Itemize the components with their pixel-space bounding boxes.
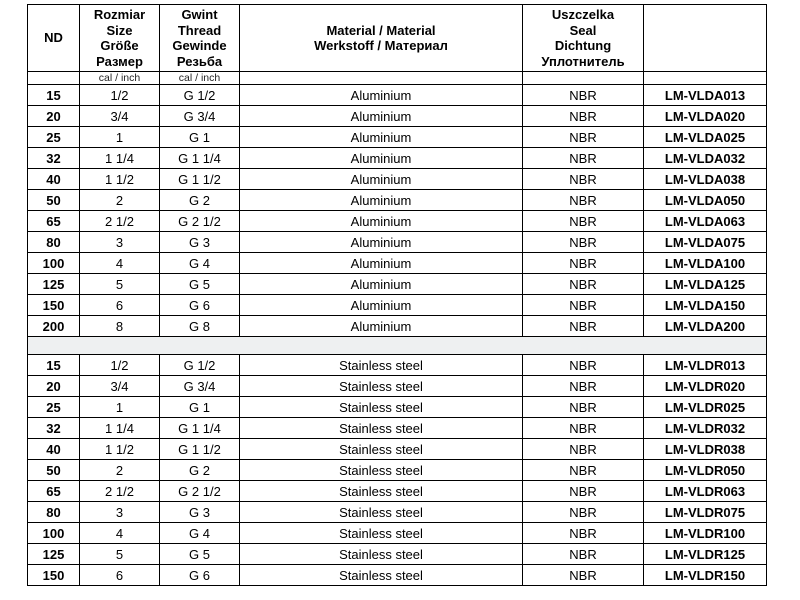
cell-thread: G 1 — [160, 127, 240, 148]
cell-thread: G 3/4 — [160, 376, 240, 397]
cell-nd: 40 — [28, 439, 80, 460]
cell-material: Aluminium — [240, 127, 523, 148]
cell-nd: 32 — [28, 148, 80, 169]
table-row — [28, 127, 767, 148]
cell-seal: NBR — [523, 106, 644, 127]
cell-seal: NBR — [523, 376, 644, 397]
table-row — [28, 190, 767, 211]
cell-nd: 125 — [28, 274, 80, 295]
cell-size: 1 1/2 — [80, 439, 160, 460]
cell-material: Aluminium — [240, 85, 523, 106]
cell-material: Stainless steel — [240, 502, 523, 523]
cell-thread: G 2 1/2 — [160, 481, 240, 502]
cell-material: Stainless steel — [240, 544, 523, 565]
cell-nd: 125 — [28, 544, 80, 565]
group-separator — [28, 337, 767, 355]
cell-thread: G 6 — [160, 565, 240, 586]
table-row — [28, 523, 767, 544]
cell-size: 3/4 — [80, 106, 160, 127]
header-line: Размер — [96, 53, 143, 69]
cell-seal: NBR — [523, 253, 644, 274]
cell-thread: G 1 1/2 — [160, 439, 240, 460]
units-material — [240, 72, 523, 85]
header-line: Material / Material — [326, 22, 436, 38]
units-row — [28, 72, 767, 85]
cell-code: LM-VLDA150 — [644, 295, 767, 316]
cell-material: Stainless steel — [240, 460, 523, 481]
table-body — [28, 85, 767, 586]
cell-nd: 20 — [28, 106, 80, 127]
header-line: Rozmiar — [93, 7, 146, 22]
cell-size: 4 — [80, 253, 160, 274]
cell-thread: G 1 1/4 — [160, 418, 240, 439]
cell-material: Aluminium — [240, 316, 523, 337]
cell-code: LM-VLDA038 — [644, 169, 767, 190]
cell-size: 4 — [80, 523, 160, 544]
cell-seal: NBR — [523, 544, 644, 565]
cell-seal: NBR — [523, 232, 644, 253]
cell-thread: G 5 — [160, 544, 240, 565]
cell-nd: 65 — [28, 481, 80, 502]
cell-thread: G 2 — [160, 190, 240, 211]
header-line: ND — [44, 30, 63, 46]
cell-code: LM-VLDR125 — [644, 544, 767, 565]
cell-material: Stainless steel — [240, 376, 523, 397]
table-row — [28, 439, 767, 460]
header-size — [80, 5, 160, 72]
cell-nd: 100 — [28, 253, 80, 274]
cell-size: 6 — [80, 295, 160, 316]
cell-code: LM-VLDA025 — [644, 127, 767, 148]
cell-size: 3/4 — [80, 376, 160, 397]
cell-size: 2 1/2 — [80, 211, 160, 232]
cell-nd: 50 — [28, 460, 80, 481]
units-size: cal / inch — [80, 72, 160, 85]
header-seal — [523, 5, 644, 72]
table-row — [28, 418, 767, 439]
table-header-row — [28, 5, 767, 72]
cell-code: LM-VLDR032 — [644, 418, 767, 439]
cell-size: 1 — [80, 127, 160, 148]
cell-code: LM-VLDR038 — [644, 439, 767, 460]
cell-seal: NBR — [523, 169, 644, 190]
cell-thread: G 1 1/4 — [160, 148, 240, 169]
cell-seal: NBR — [523, 418, 644, 439]
cell-code: LM-VLDR025 — [644, 397, 767, 418]
cell-material: Aluminium — [240, 169, 523, 190]
cell-nd: 15 — [28, 355, 80, 376]
cell-material: Stainless steel — [240, 439, 523, 460]
cell-code: LM-VLDR013 — [644, 355, 767, 376]
cell-seal: NBR — [523, 148, 644, 169]
table-row — [28, 295, 767, 316]
cell-thread: G 1/2 — [160, 85, 240, 106]
cell-code: LM-VLDA100 — [644, 253, 767, 274]
cell-seal: NBR — [523, 316, 644, 337]
cell-nd: 25 — [28, 127, 80, 148]
cell-material: Aluminium — [240, 190, 523, 211]
table-row — [28, 316, 767, 337]
cell-code: LM-VLDR150 — [644, 565, 767, 586]
cell-size: 6 — [80, 565, 160, 586]
cell-material: Stainless steel — [240, 418, 523, 439]
cell-seal: NBR — [523, 127, 644, 148]
cell-size: 2 1/2 — [80, 481, 160, 502]
cell-thread: G 1/2 — [160, 355, 240, 376]
header-line: Werkstoff / Материал — [314, 38, 448, 53]
cell-thread: G 5 — [160, 274, 240, 295]
cell-code: LM-VLDA200 — [644, 316, 767, 337]
cell-thread: G 2 — [160, 460, 240, 481]
header-line: Size — [106, 22, 133, 38]
table-row — [28, 481, 767, 502]
cell-seal: NBR — [523, 397, 644, 418]
cell-thread: G 3/4 — [160, 106, 240, 127]
table-row — [28, 544, 767, 565]
cell-material: Stainless steel — [240, 355, 523, 376]
cell-code: LM-VLDR075 — [644, 502, 767, 523]
spec-sheet — [27, 4, 767, 586]
cell-thread: G 4 — [160, 523, 240, 544]
header-line: Dichtung — [554, 38, 612, 53]
cell-size: 1 1/4 — [80, 418, 160, 439]
header-material — [240, 5, 523, 72]
cell-size: 3 — [80, 502, 160, 523]
cell-nd: 65 — [28, 211, 80, 232]
cell-thread: G 4 — [160, 253, 240, 274]
group-separator-row — [28, 337, 767, 355]
cell-code: LM-VLDR100 — [644, 523, 767, 544]
table-row — [28, 211, 767, 232]
cell-code: LM-VLDA125 — [644, 274, 767, 295]
product-spec-table — [27, 4, 767, 586]
cell-material: Stainless steel — [240, 565, 523, 586]
cell-code: LM-VLDR063 — [644, 481, 767, 502]
cell-seal: NBR — [523, 190, 644, 211]
header-line: Резьба — [176, 53, 223, 69]
header-line: Seal — [569, 22, 597, 38]
cell-thread: G 3 — [160, 232, 240, 253]
units-code — [644, 72, 767, 85]
cell-material: Aluminium — [240, 274, 523, 295]
cell-nd: 80 — [28, 502, 80, 523]
cell-nd: 150 — [28, 565, 80, 586]
cell-code: LM-VLDR020 — [644, 376, 767, 397]
table-row — [28, 274, 767, 295]
table-row — [28, 355, 767, 376]
cell-seal: NBR — [523, 85, 644, 106]
cell-size: 1 — [80, 397, 160, 418]
header-line: Gewinde — [172, 38, 227, 53]
table-row — [28, 376, 767, 397]
header-line: Größe — [100, 38, 139, 53]
cell-size: 1/2 — [80, 355, 160, 376]
cell-code: LM-VLDA063 — [644, 211, 767, 232]
cell-thread: G 1 1/2 — [160, 169, 240, 190]
table-row — [28, 460, 767, 481]
cell-size: 5 — [80, 544, 160, 565]
cell-nd: 150 — [28, 295, 80, 316]
header-line: Uszczelka — [551, 7, 615, 22]
cell-seal: NBR — [523, 523, 644, 544]
cell-material: Aluminium — [240, 148, 523, 169]
cell-size: 5 — [80, 274, 160, 295]
header-nd — [28, 5, 80, 72]
units-seal — [523, 72, 644, 85]
table-row — [28, 565, 767, 586]
units-thread: cal / inch — [160, 72, 240, 85]
cell-seal: NBR — [523, 355, 644, 376]
table-row — [28, 502, 767, 523]
cell-seal: NBR — [523, 439, 644, 460]
table-row — [28, 106, 767, 127]
cell-size: 2 — [80, 190, 160, 211]
cell-thread: G 1 — [160, 397, 240, 418]
cell-material: Aluminium — [240, 106, 523, 127]
table-row — [28, 169, 767, 190]
cell-size: 1 1/2 — [80, 169, 160, 190]
units-nd — [28, 72, 80, 85]
cell-seal: NBR — [523, 565, 644, 586]
cell-nd: 20 — [28, 376, 80, 397]
cell-seal: NBR — [523, 274, 644, 295]
header-line: Gwint — [181, 7, 218, 22]
cell-material: Aluminium — [240, 211, 523, 232]
cell-size: 8 — [80, 316, 160, 337]
cell-thread: G 2 1/2 — [160, 211, 240, 232]
cell-nd: 25 — [28, 397, 80, 418]
cell-nd: 40 — [28, 169, 80, 190]
cell-code: LM-VLDA032 — [644, 148, 767, 169]
header-line: Thread — [177, 22, 222, 38]
cell-material: Stainless steel — [240, 481, 523, 502]
cell-code: LM-VLDA020 — [644, 106, 767, 127]
cell-seal: NBR — [523, 481, 644, 502]
cell-nd: 15 — [28, 85, 80, 106]
cell-nd: 100 — [28, 523, 80, 544]
cell-code: LM-VLDA075 — [644, 232, 767, 253]
table-row — [28, 232, 767, 253]
table-row — [28, 397, 767, 418]
cell-code: LM-VLDA013 — [644, 85, 767, 106]
cell-material: Aluminium — [240, 232, 523, 253]
cell-code: LM-VLDR050 — [644, 460, 767, 481]
cell-nd: 80 — [28, 232, 80, 253]
cell-size: 1 1/4 — [80, 148, 160, 169]
cell-nd: 32 — [28, 418, 80, 439]
cell-nd: 50 — [28, 190, 80, 211]
header-thread — [160, 5, 240, 72]
cell-material: Aluminium — [240, 253, 523, 274]
cell-thread: G 6 — [160, 295, 240, 316]
cell-seal: NBR — [523, 460, 644, 481]
cell-code: LM-VLDA050 — [644, 190, 767, 211]
cell-seal: NBR — [523, 211, 644, 232]
cell-nd: 200 — [28, 316, 80, 337]
table-row — [28, 85, 767, 106]
table-row — [28, 148, 767, 169]
cell-material: Stainless steel — [240, 523, 523, 544]
cell-seal: NBR — [523, 295, 644, 316]
cell-size: 3 — [80, 232, 160, 253]
cell-material: Aluminium — [240, 295, 523, 316]
table-row — [28, 253, 767, 274]
header-code — [644, 5, 767, 72]
cell-material: Stainless steel — [240, 397, 523, 418]
cell-size: 2 — [80, 460, 160, 481]
cell-thread: G 8 — [160, 316, 240, 337]
cell-thread: G 3 — [160, 502, 240, 523]
cell-seal: NBR — [523, 502, 644, 523]
cell-size: 1/2 — [80, 85, 160, 106]
header-line: Уплотнитель — [541, 53, 625, 69]
